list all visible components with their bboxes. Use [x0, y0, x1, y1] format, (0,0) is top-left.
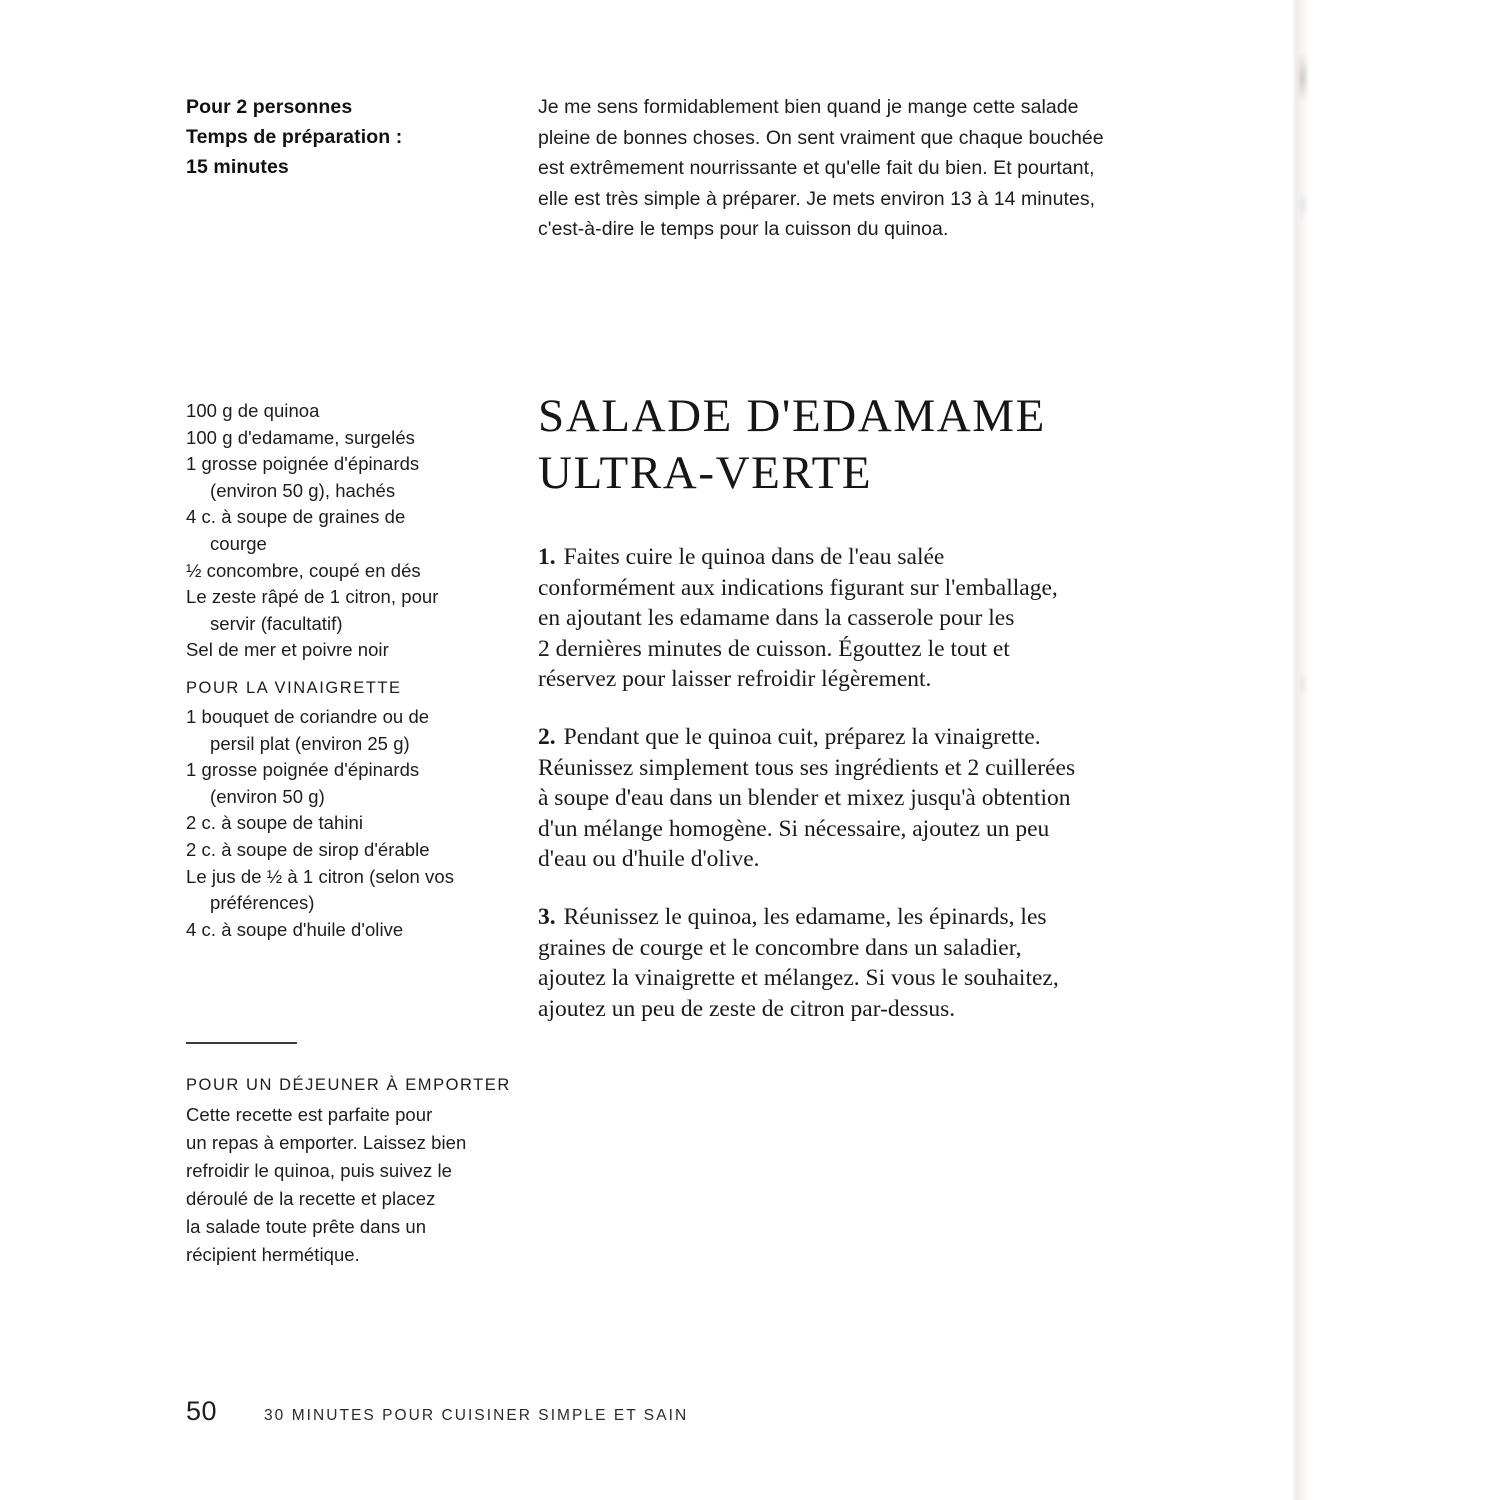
step-text: graines de courge et le concombre dans un saladier, [538, 934, 1022, 961]
note-body [186, 1101, 506, 1269]
ingredient-text: 4 c. à soupe de graines de [186, 506, 406, 528]
ingredient-text: 1 bouquet de coriandre ou de [186, 706, 430, 727]
method-step [538, 722, 1138, 875]
step-text: Réunissez le quinoa, les edamame, les épinards, les [563, 903, 1047, 930]
page-edge-smudge-secondary [1298, 190, 1307, 220]
page-footer [186, 1396, 688, 1427]
ingredient-item [186, 757, 486, 810]
step-text: réservez pour laisser refroidir légèrement. [538, 666, 932, 693]
ingredient-text: 2 c. à soupe de sirop d'érable [186, 838, 430, 860]
ingredient-item [186, 917, 486, 944]
note-heading: POUR UN DÉJEUNER À EMPORTER [186, 1076, 511, 1094]
ingredient-text: 1 grosse poignée d'épinards [186, 453, 420, 475]
ingredient-text: 2 c. à soupe de tahini [186, 812, 363, 834]
recipe-title-line: ULTRA-VERTE [538, 447, 873, 499]
ingredient-item [186, 425, 486, 452]
ingredient-text: Le zeste râpé de 1 citron, pour [186, 586, 439, 608]
ingredient-text: 4 c. à soupe d'huile d'olive [186, 918, 404, 940]
ingredient-item [186, 810, 486, 837]
step-number: 3. [538, 903, 556, 930]
ingredients-list-main [186, 398, 486, 664]
ingredient-text-continued: courge [210, 532, 267, 554]
step-text: Réunissez simplement tous ses ingrédients et 2 cuillerées [538, 754, 1076, 781]
step-text: d'un mélange homogène. Si nécessaire, ajoutez un peu [538, 815, 1050, 842]
recipe-title-line: SALADE D'EDAMAME [538, 390, 1046, 442]
ingredient-item [186, 864, 486, 917]
ingredient-text: Sel de mer et poivre noir [186, 639, 389, 661]
serving-info [186, 92, 486, 182]
intro-line: est extrêmement nourrissante et qu'elle fait du bien. Et pourtant, [538, 157, 1095, 179]
step-number: 2. [538, 723, 556, 750]
ingredient-text-continued: (environ 50 g) [210, 785, 325, 807]
ingredient-item [186, 837, 486, 864]
note-line: déroulé de la recette et placez [186, 1188, 436, 1209]
step-first-line [538, 722, 1138, 753]
page-edge-strip [1292, 0, 1310, 1500]
page-edge-smudge [1297, 55, 1308, 100]
step-text: d'eau ou d'huile d'olive. [538, 846, 760, 873]
recipe-title [538, 388, 1138, 502]
prep-time-label: Temps de préparation : [186, 126, 403, 148]
ingredient-item [186, 504, 486, 557]
page-edge-smudge-tertiary [1298, 670, 1307, 698]
book-title-running-head: 30 MINUTES POUR CUISINER SIMPLE ET SAIN [264, 1407, 689, 1424]
ingredient-text: Le jus de ½ à 1 citron (selon vos [186, 865, 454, 887]
note-line: la salade toute prête dans un [186, 1216, 427, 1237]
vinaigrette-section [186, 679, 486, 943]
step-text: à soupe d'eau dans un blender et mixez jusqu'à obtention [538, 785, 1071, 812]
page-number: 50 [186, 1396, 218, 1426]
ingredient-text: ½ concombre, coupé en dés [186, 559, 421, 581]
step-text: ajoutez la vinaigrette et mélangez. Si vous le souhaitez, [538, 965, 1059, 992]
step-first-line [538, 902, 1138, 933]
step-text: Faites cuire le quinoa dans de l'eau salée [563, 544, 945, 570]
note-line: récipient hermétique. [186, 1244, 360, 1265]
servings-label: Pour 2 personnes [186, 96, 353, 118]
step-text: 2 dernières minutes de cuisson. Égouttez le tout et [538, 635, 1010, 662]
ingredient-item [186, 451, 486, 504]
prep-time-value: 15 minutes [186, 156, 289, 178]
intro-line: pleine de bonnes choses. On sent vraiment que chaque bouchée [538, 126, 1104, 149]
intro-line: elle est très simple à préparer. Je mets environ 13 à 14 minutes, [538, 187, 1096, 210]
ingredient-text-continued: (environ 50 g), hachés [210, 479, 396, 501]
intro-paragraph [538, 92, 1104, 245]
step-number: 1. [538, 544, 556, 570]
lunchbox-note [186, 1042, 511, 1269]
ingredient-text: 1 grosse poignée d'épinards [186, 759, 420, 781]
ingredient-text-continued: servir (facultatif) [210, 612, 343, 634]
step-text: Pendant que le quinoa cuit, préparez la vinaigrette. [563, 723, 1041, 750]
step-text: ajoutez un peu de zeste de citron par-dessus. [538, 995, 956, 1022]
method-step [538, 902, 1138, 1024]
intro-line: Je me sens formidablement bien quand je mange cette salade [538, 96, 1079, 118]
step-first-line [538, 542, 1138, 573]
note-divider-rule [186, 1042, 297, 1044]
ingredient-item [186, 637, 486, 664]
note-line: un repas à emporter. Laissez bien [186, 1132, 467, 1153]
note-line: refroidir le quinoa, puis suivez le [186, 1160, 453, 1181]
ingredients-list-vinaigrette [186, 704, 486, 943]
note-line: Cette recette est parfaite pour [186, 1104, 433, 1125]
ingredient-text: 100 g de quinoa [186, 400, 320, 421]
ingredient-item [186, 584, 486, 637]
ingredient-item [186, 704, 486, 757]
step-text: en ajoutant les edamame dans la casserole pour les [538, 605, 1015, 632]
ingredient-item [186, 558, 486, 585]
ingredient-text-continued: persil plat (environ 25 g) [210, 732, 410, 754]
ingredient-item [186, 398, 486, 425]
intro-line: c'est-à-dire le temps pour la cuisson du quinoa. [538, 218, 949, 240]
method-steps [538, 542, 1138, 1024]
method-step [538, 542, 1138, 695]
step-text: conformément aux indications figurant sur l'emballage, [538, 574, 1058, 601]
ingredient-text-continued: préférences) [210, 892, 315, 914]
vinaigrette-heading: POUR LA VINAIGRETTE [186, 679, 402, 697]
ingredient-text: 100 g d'edamame, surgelés [186, 426, 415, 448]
